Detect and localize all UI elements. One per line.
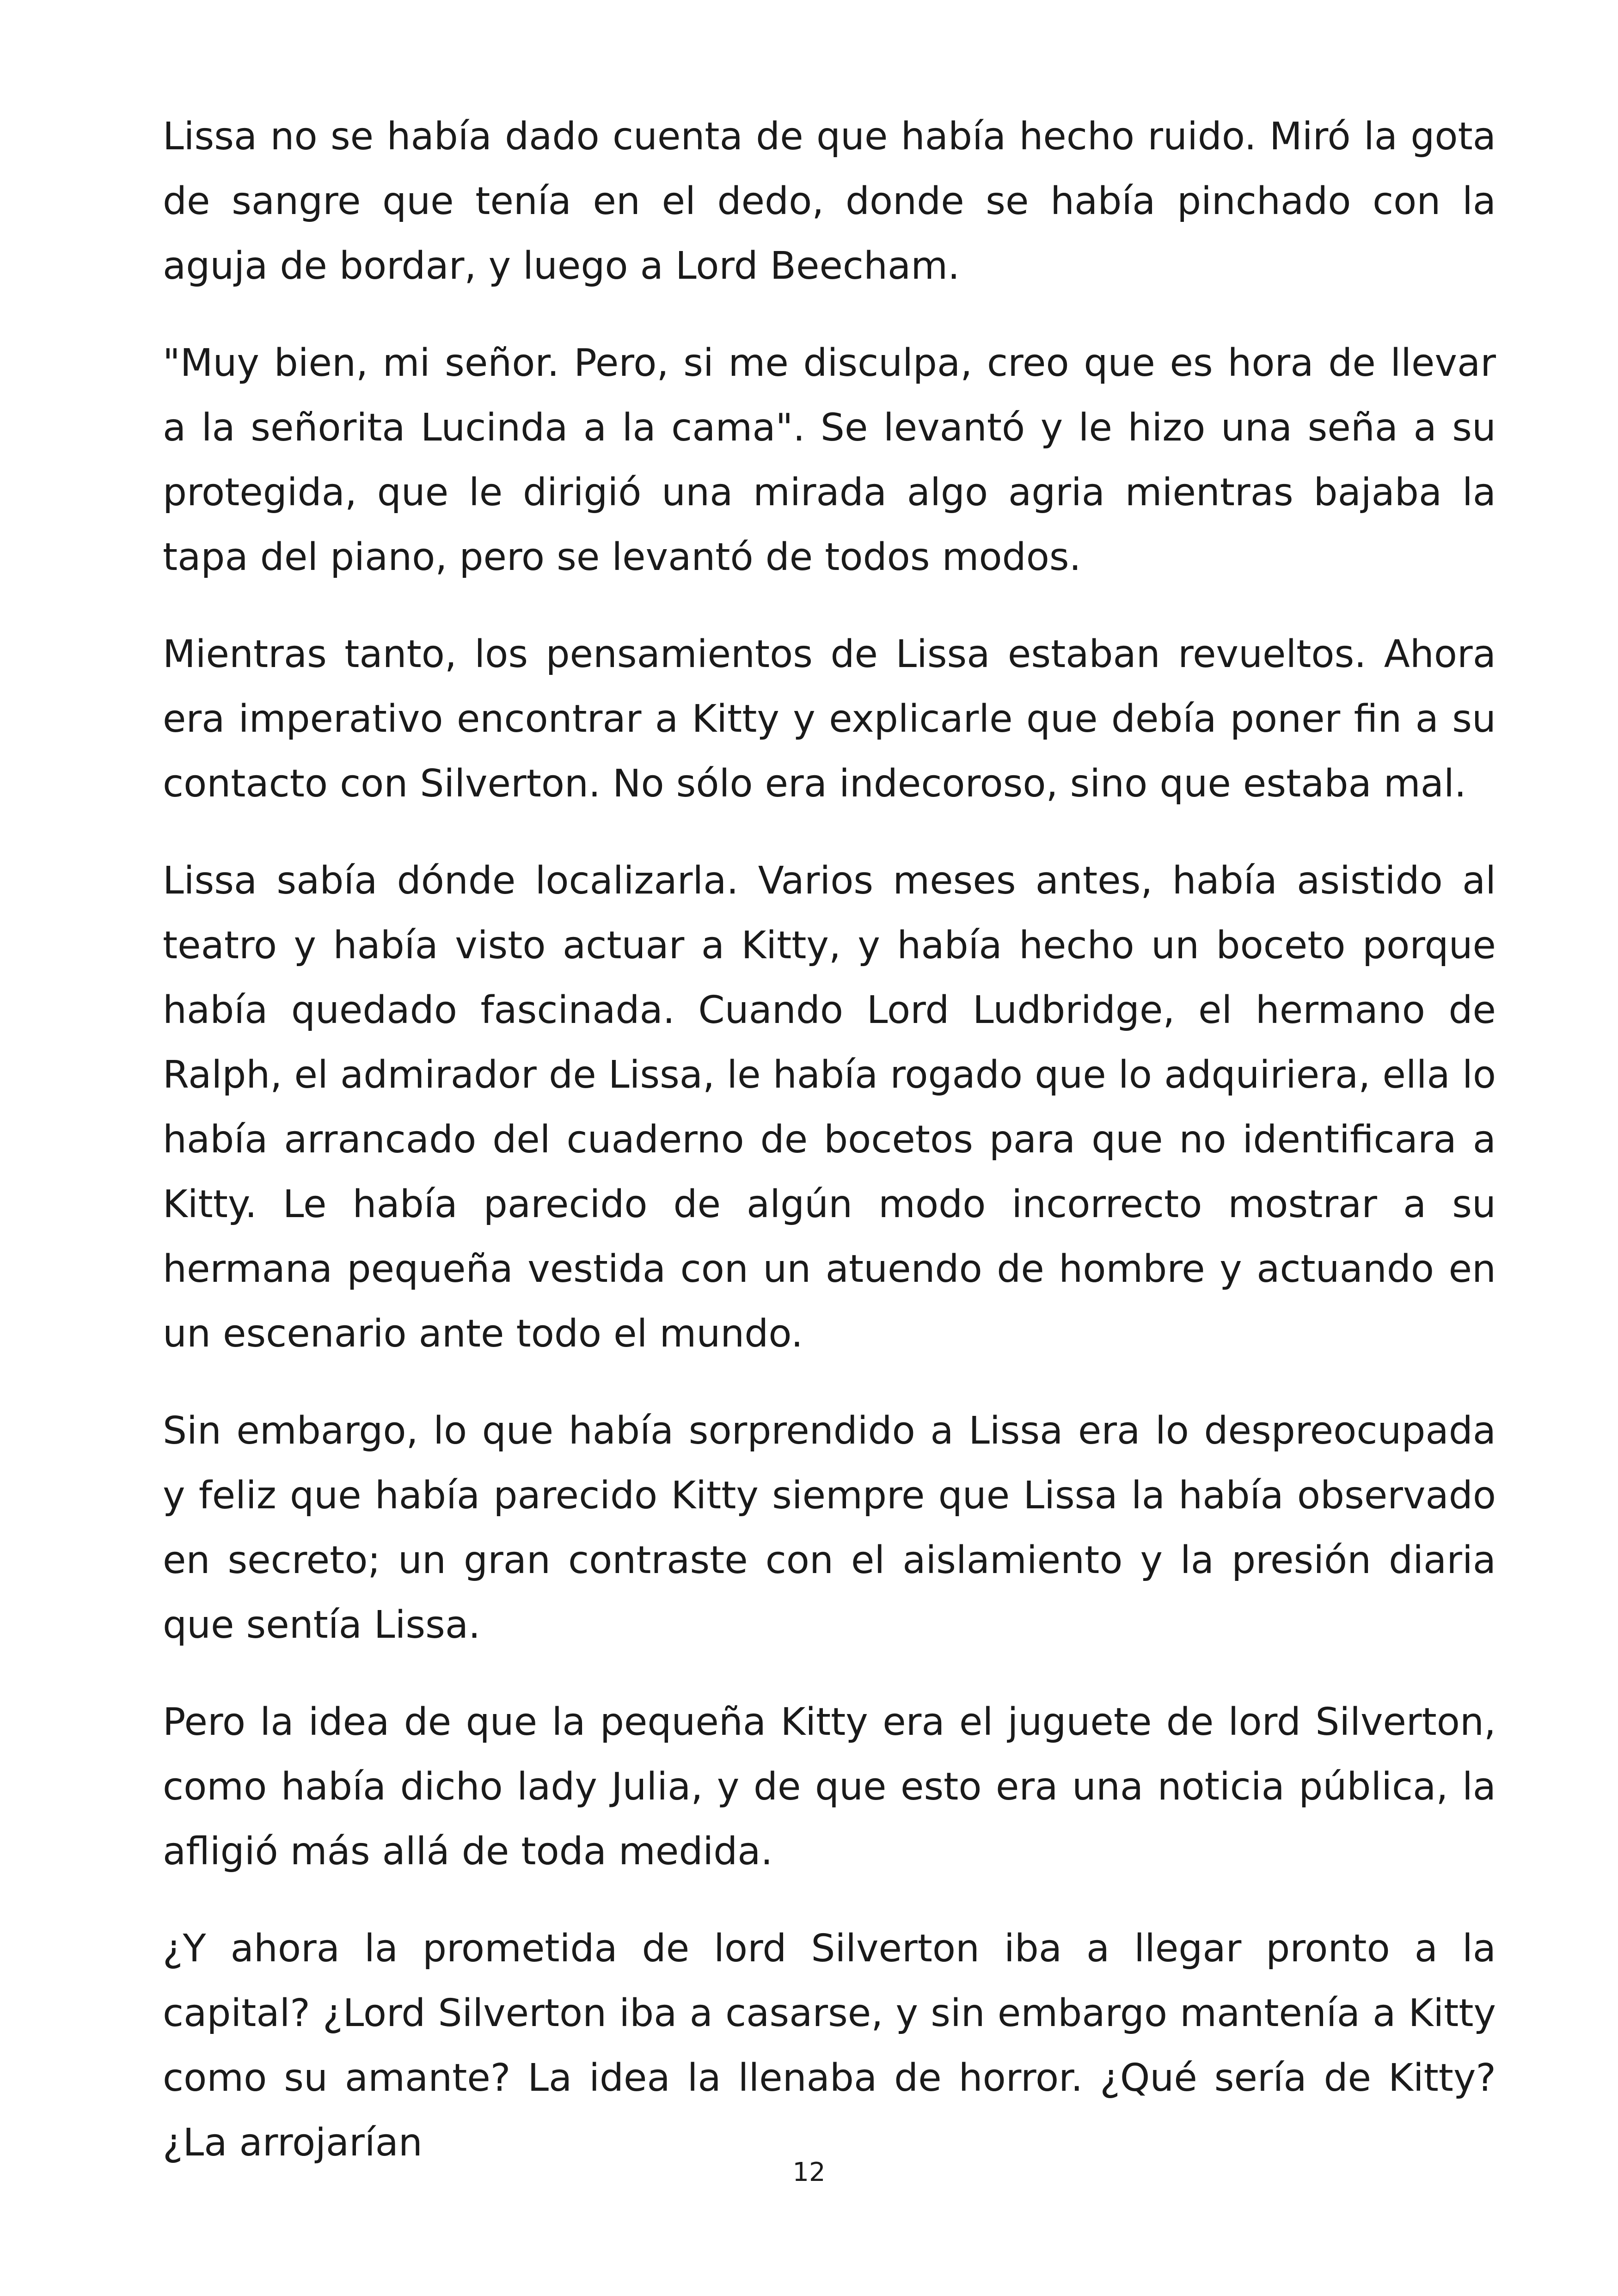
paragraph-7: ¿Y ahora la prometida de lord Silverton iba a llegar pronto a la capital? ¿Lord Silverton iba a casarse, y sin embargo mantenía a Kitty como su amante? La idea la llenaba de horror. ¿Qué sería de Kitty? ¿La arrojarían [163, 1927, 1496, 2165]
paragraph-1: Lissa no se había dado cuenta de que había hecho ruido. Miró la gota de sangre que tenía en el dedo, donde se había pinchado con la aguja de bordar, y luego a Lord Beecham. [163, 115, 1496, 288]
body-text [163, 104, 1496, 2175]
paragraph-6: Pero la idea de que la pequeña Kitty era el juguete de lord Silverton, como había dicho lady Julia, y de que esto era una noticia pública, la afligió más allá de toda medida. [163, 1700, 1496, 1874]
paragraph-4: Lissa sabía dónde localizarla. Varios meses antes, había asistido al teatro y había visto actuar a Kitty, y había hecho un boceto porque había quedado fascinada. Cuando Lord Ludbridge, el hermano de Ralph, el admirador de Lissa, le había rogado que lo adquiriera, ella lo había arrancado del cuaderno de bocetos para que no identificara a Kitty. Le había parecido de algún modo incorrecto mostrar a su hermana pequeña vestida con un atuendo de hombre y actuando en un escenario ante todo el mundo. [163, 859, 1496, 1356]
paragraph-5: Sin embargo, lo que había sorprendido a Lissa era lo despreocupada y feliz que había parecido Kitty siempre que Lissa la había observado en secreto; un gran contraste con el aislamiento y la presión diaria que sentía Lissa. [163, 1409, 1496, 1647]
paragraph-3: Mientras tanto, los pensamientos de Lissa estaban revueltos. Ahora era imperativo encontrar a Kitty y explicarle que debía poner fin a su contacto con Silverton. No sólo era indecoroso, sino que estaba mal. [163, 632, 1496, 806]
page-number: 12 [792, 2157, 826, 2187]
paragraph-2: "Muy bien, mi señor. Pero, si me disculpa, creo que es hora de llevar a la señorita Lucinda a la cama". Se levantó y le hizo una seña a su protegida, que le dirigió una mirada algo agria mientras bajaba la tapa del piano, pero se levantó de todos modos. [163, 341, 1496, 579]
